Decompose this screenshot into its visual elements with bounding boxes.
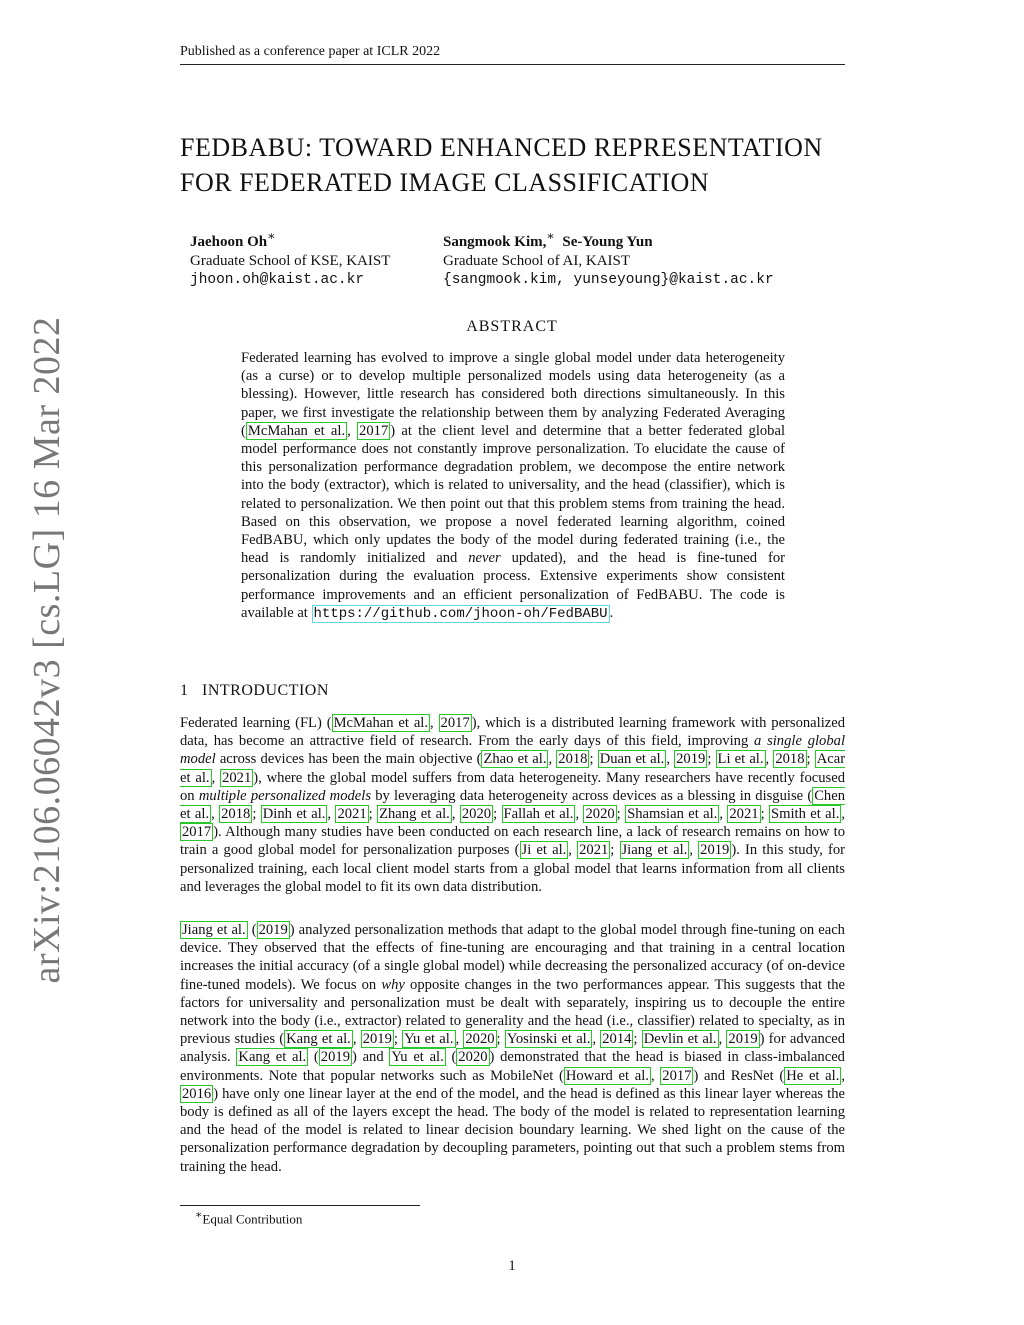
citation-year-link[interactable]: 2021 <box>579 842 609 859</box>
text: ). In this study, for personalized training, each local client model starts from a global model that learns information from all clients and leverages the global model to fit its own data distribution. <box>180 842 846 895</box>
text: ) analyzed personalization methods that adapt to the global model through fine-tuning on each device. They observed that the effects of fine-tuning are encouraging and that training in a central location increases the initial accuracy (of a single global model) while decreasing the personalized accuracy (of on-device fine-tuned models). We focus on <box>180 922 845 993</box>
citation-link[interactable]: Duan et al. <box>599 751 665 768</box>
section-title: INTRODUCTION <box>202 682 329 699</box>
citation-year-link[interactable]: 2019 <box>676 751 706 768</box>
author-block-left <box>190 227 390 290</box>
text: across devices has been the main objective ( <box>215 751 482 768</box>
emphasis: never <box>468 550 501 567</box>
citation-year-link[interactable]: 2017 <box>662 1067 692 1084</box>
text: by leveraging data heterogeneity across devices as a blessing in disguise ( <box>371 787 813 804</box>
text: , <box>568 842 578 859</box>
text: ( <box>445 1049 457 1066</box>
text: , <box>352 1031 361 1048</box>
citation-link[interactable]: Shamsian et al. <box>627 806 718 823</box>
citation-link[interactable]: He et al. <box>786 1067 840 1084</box>
citation-link[interactable]: Jiang et al. <box>182 922 246 938</box>
text: , <box>719 806 728 823</box>
citation-year-link[interactable]: 2019 <box>362 1031 392 1048</box>
text: ) demonstrated that the head is biased in class-imbalanced environments. Note that popular networks such as MobileNet ( <box>180 1049 845 1084</box>
title-line-2: FOR FEDERATED IMAGE CLASSIFICATION <box>180 168 710 197</box>
author-email: jhoon.oh@kaist.ac.kr <box>190 272 365 288</box>
emphasis: a single global model <box>180 733 845 768</box>
author-block-right <box>443 227 774 290</box>
text: , <box>211 806 220 823</box>
text: , <box>666 751 675 768</box>
text: , <box>841 1067 845 1084</box>
citation-year-link[interactable]: 2017 <box>182 824 212 841</box>
citation-link[interactable]: Yu et al. <box>404 1031 454 1048</box>
text: ( <box>308 1049 319 1066</box>
citation-link[interactable]: Kang et al. <box>286 1031 351 1048</box>
text: , <box>548 751 557 768</box>
citation-year-link[interactable]: 2020 <box>585 806 615 823</box>
text: , <box>211 769 221 786</box>
text: ), where the global model suffers from data heterogeneity. Many researchers have recently focused on <box>180 769 845 804</box>
text: ), which is a distributed learning framework with personalized data, has become an attractive field of research. From the early days of this field, improving <box>180 715 846 750</box>
text: updated), and the head is fine-tuned for personalization during the evaluation process. Extensive experiments show consistent performance improvements and an efficient personalization of FedBABU. The code is available at <box>241 550 785 621</box>
citation-link[interactable]: McMahan et al. <box>333 715 429 731</box>
citation-link[interactable]: Fallah et al. <box>503 806 574 823</box>
text: , <box>650 1067 661 1084</box>
author-name: Sangmook Kim, <box>443 234 547 250</box>
emphasis: multiple personalized models <box>198 787 371 804</box>
citation-link[interactable]: Smith et al. <box>771 806 840 823</box>
citation-year-link[interactable]: 2020 <box>461 806 492 823</box>
text: , <box>451 806 460 823</box>
abstract-text <box>241 349 785 623</box>
author-affiliation: Graduate School of KSE, KAIST <box>190 253 391 269</box>
text: , <box>430 715 439 731</box>
citation-link[interactable]: Dinh et al. <box>262 806 326 823</box>
footnote-rule <box>180 1205 420 1206</box>
citation-year-link[interactable]: 2017 <box>440 715 470 731</box>
text: ; <box>760 806 769 823</box>
intro-paragraph-1 <box>180 714 845 896</box>
text: ; <box>633 1031 642 1048</box>
text: . <box>609 604 614 621</box>
citation-year-link[interactable]: 2019 <box>700 842 730 859</box>
citation-year-link[interactable]: 2020 <box>458 1049 488 1066</box>
citation-link[interactable]: Zhang et al. <box>379 806 450 823</box>
citation-year-link[interactable]: 2016 <box>182 1085 212 1102</box>
title-line-1: FEDBABU: TOWARD ENHANCED REPRESENTATION <box>180 133 823 162</box>
citation-year-link[interactable]: 2019 <box>258 922 288 938</box>
text: opposite changes in the two performances appear. This suggests that the factors for universality and personalization must be dealt with separately, inspiring us to decouple the entire network into the body (i.e., extractor) related to generality and the head (i.e., classifier) related to specialty, as in previous studies ( <box>180 976 846 1048</box>
citation-year-link[interactable]: 2018 <box>775 751 805 768</box>
citation-link[interactable]: Kang et al. <box>238 1049 307 1066</box>
citation-year-link[interactable]: 2021 <box>337 806 367 823</box>
text: ; <box>368 806 378 823</box>
text: , <box>592 1031 601 1048</box>
emphasis: why <box>381 976 405 993</box>
text: Federated learning has evolved to improve a single global model under data heterogeneity (as a curse) or to develop multiple personalized models using data heterogeneity (as a blessing). However, little research has considered both directions simultaneously. In this paper, we first investigate the relationship between them by analyzing Federated Averaging ( <box>241 350 785 439</box>
text: ; <box>393 1031 403 1048</box>
citation-link[interactable]: Zhao et al. <box>483 751 547 768</box>
page-number: 1 <box>508 1258 516 1274</box>
intro-paragraph-2 <box>180 921 845 1176</box>
footnote-mark: ∗ <box>195 1209 203 1221</box>
citation-year-link[interactable]: 2017 <box>359 422 389 439</box>
paper-title <box>180 130 860 200</box>
text: ; <box>610 842 620 859</box>
citation-year-link[interactable]: 2021 <box>222 769 252 786</box>
abstract-heading: ABSTRACT <box>466 318 558 335</box>
citation-year-link[interactable]: 2018 <box>558 751 588 768</box>
citation-year-link[interactable]: 2019 <box>320 1049 350 1066</box>
text: ; <box>707 751 716 768</box>
citation-year-link[interactable]: 2021 <box>729 806 759 823</box>
arxiv-stamp: arXiv:2106.06042v3 [cs.LG] 16 Mar 2022 <box>26 316 68 984</box>
author-mark: ∗ <box>267 229 276 243</box>
citation-year-link[interactable]: 2014 <box>602 1031 632 1048</box>
text: ) and ResNet ( <box>693 1067 785 1084</box>
text: ; <box>806 751 815 768</box>
running-header: Published as a conference paper at ICLR 2022 <box>180 44 845 65</box>
text: , <box>347 422 358 439</box>
footnote <box>195 1208 302 1227</box>
citation-link[interactable]: Yu et al. <box>391 1049 444 1066</box>
text: , <box>765 751 774 768</box>
code-url-link[interactable]: https://github.com/jhoon-oh/FedBABU <box>313 605 608 622</box>
citation-year-link[interactable]: 2019 <box>728 1031 758 1048</box>
author-email: {sangmook.kim, yunseyoung}@kaist.ac.kr <box>443 272 774 288</box>
text: , <box>841 806 846 823</box>
section-number: 1 <box>180 682 189 699</box>
text: ( <box>247 922 257 938</box>
footnote-text: Equal Contribution <box>202 1211 303 1227</box>
author-affiliation: Graduate School of AI, KAIST <box>443 253 631 269</box>
citation-link[interactable]: Yosinski et al. <box>506 1031 591 1048</box>
text: ). Although many studies have been conducted on each research line, a lack of research remains on how to train a good global model for personalization purposes ( <box>180 824 845 859</box>
text: , <box>575 806 584 823</box>
citation-link[interactable]: Devlin et al. <box>643 1031 717 1048</box>
citation-link[interactable]: McMahan et al. <box>247 422 346 439</box>
text: ; <box>493 806 502 823</box>
author-name: Se-Young Yun <box>562 234 653 250</box>
citation-link[interactable]: Acar et al. <box>180 751 846 786</box>
text: , <box>689 842 699 859</box>
text: , <box>455 1031 464 1048</box>
author-mark: ∗ <box>546 229 555 243</box>
citation-link[interactable]: Jiang et al. <box>621 842 688 859</box>
citation-year-link[interactable]: 2018 <box>221 806 251 823</box>
text: ) and <box>351 1049 390 1066</box>
author-name: Jaehoon Oh <box>190 234 268 250</box>
text: ; <box>616 806 626 823</box>
text: , <box>327 806 336 823</box>
text: ; <box>252 806 261 823</box>
citation-link[interactable]: Li et al. <box>717 751 764 768</box>
section-heading <box>180 682 329 700</box>
citation-link[interactable]: Ji et al. <box>521 842 567 859</box>
text: ) have only one linear layer at the end of the model, and the head is defined as this linear layer whereas the body is defined as all of the layers except the head. The body of the model is related to representation learning and the head of the model is related to linear decision boundary learning. We shed light on the cause of the personalization performance degradation by decoupling parameters, pointing out that such a problem stems from training the head. <box>180 1085 845 1175</box>
citation-link[interactable]: Howard et al. <box>565 1067 649 1084</box>
text: ) at the client level and determine that a better federated global model performance does not constantly improve personalization. To elucidate the cause of this personalization performance degradation problem, we decompose the entire network into the body (extractor), which is related to universality, and the head (classifier), which is related to personalization. We then point out that this problem stems from training the head. Based on this observation, we propose a novel federated learning algorithm, coined FedBABU, which only updates the body of the model during federated training (i.e., the head is randomly initialized and <box>241 422 785 567</box>
text: , <box>718 1031 727 1048</box>
text: ; <box>496 1031 505 1048</box>
citation-link[interactable]: Chen et al. <box>180 787 845 823</box>
text: Federated learning (FL) ( <box>180 715 332 731</box>
text: ) for advanced analysis. <box>180 1031 846 1066</box>
citation-year-link[interactable]: 2020 <box>465 1031 495 1048</box>
text: ; <box>589 751 598 768</box>
